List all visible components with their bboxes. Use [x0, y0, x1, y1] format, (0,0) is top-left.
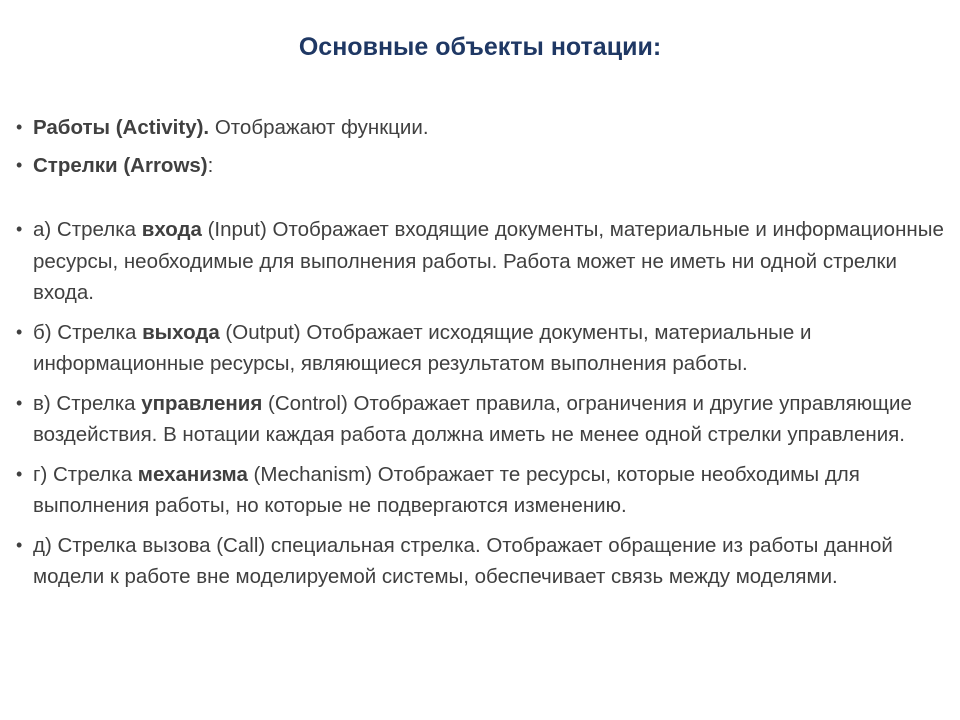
item-text: (Input) Отображает входящие документы, материальные и информационные ресурсы, необходимые для выполнения работы. Работа может не иметь ни одной стрелки входа. — [33, 218, 950, 304]
bullet-list — [16, 112, 950, 593]
list-item-output-arrow — [16, 317, 946, 380]
item-prefix: г) Стрелка — [33, 462, 138, 486]
item-text: : — [207, 153, 214, 177]
bullet-icon: • — [16, 463, 23, 484]
bullet-icon: • — [16, 154, 23, 175]
item-bold-text: механизма — [137, 462, 248, 486]
list-item-control-arrow — [16, 388, 946, 451]
item-bold-text: Работы (Activity). — [33, 116, 210, 139]
bullet-icon: • — [16, 219, 23, 239]
item-bold-text: выхода — [142, 320, 220, 344]
bullet-icon: • — [16, 117, 23, 137]
list-item-mechanism-arrow — [16, 459, 946, 522]
list-item-activity — [16, 112, 946, 144]
list-item-input-arrow — [16, 214, 950, 309]
bullet-icon: • — [16, 321, 23, 342]
list-item-call-arrow — [16, 530, 946, 593]
slide-title: Основные объекты нотации: — [298, 33, 662, 61]
item-text: Отображают функции. — [209, 116, 429, 139]
item-text: (Control) Отображает правила, ограничения и другие управляющие воздействия. В нотации каждая работа должна иметь не менее одной стрелки управления. — [33, 391, 918, 446]
item-text: (Mechanism) Отображает те ресурсы, которые необходимы для выполнения работы, но которые не подвергаются изменению. — [33, 462, 866, 517]
bullet-icon: • — [16, 534, 23, 555]
bullet-icon: • — [16, 392, 23, 413]
item-prefix: а) Стрелка — [33, 218, 142, 241]
item-prefix: б) Стрелка — [33, 320, 143, 344]
item-bold-text: Стрелки (Arrows) — [33, 153, 208, 177]
item-text: (Output) Отображает исходящие документы, материальные и информационные ресурсы, являющиеся результатом выполнения работы. — [33, 320, 818, 375]
item-bold-text: управления — [141, 391, 263, 415]
list-item-arrows — [16, 150, 946, 182]
item-prefix: в) Стрелка — [33, 391, 142, 415]
item-bold-text: входа — [141, 218, 202, 241]
item-text: д) Стрелка вызова (Call) специальная стрелка. Отображает обращение из работы данной модели к работе вне моделируемой системы, обеспечивает связь между моделями. — [33, 533, 899, 588]
